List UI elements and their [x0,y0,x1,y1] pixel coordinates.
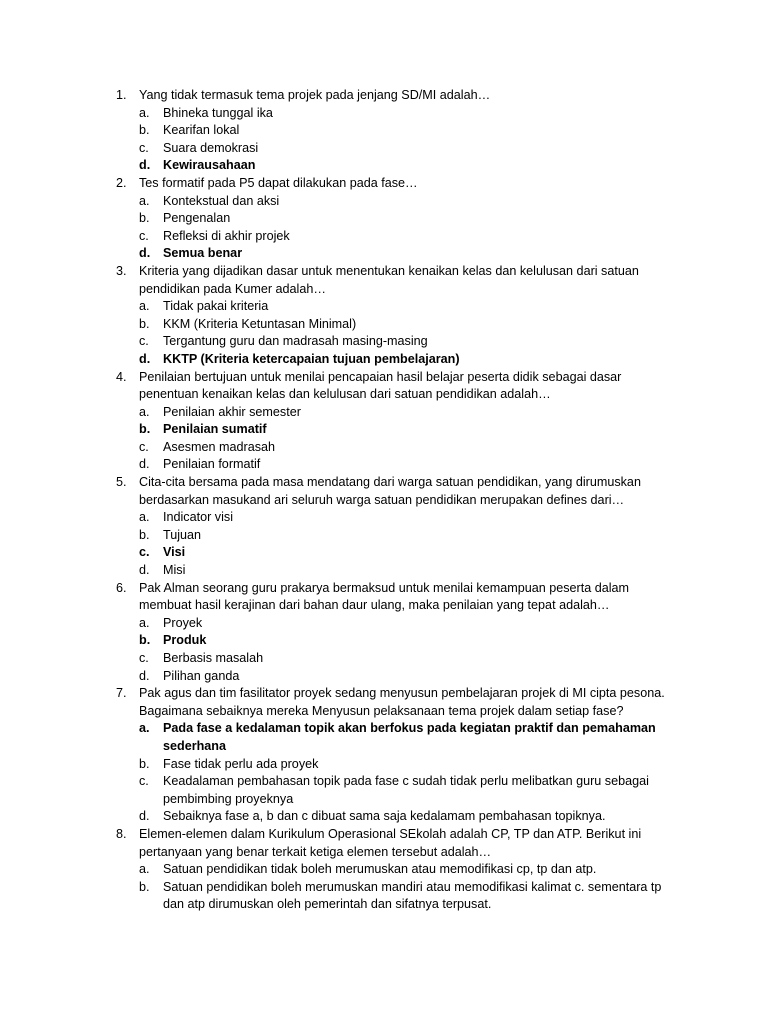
option-letter: d. [139,809,150,824]
option-item-correct [139,245,676,263]
question-text: Tes formatif pada P5 dapat dilakukan pada fase… [139,175,418,190]
option-text: Tergantung guru dan madrasah masing-masing [163,334,428,349]
option-letter: c. [139,774,149,789]
question-text: Yang tidak termasuk tema projek pada jenjang SD/MI adalah… [139,88,491,102]
option-item-correct [139,421,676,439]
option-text: Pada fase a kedalaman topik akan berfokus pada kegiatan praktif dan pemahaman sederhana [163,721,656,753]
option-letter: b. [139,316,150,331]
option-letter: c. [139,334,149,349]
option-item [139,193,676,211]
option-letter: d. [139,563,150,578]
option-item [139,456,676,474]
question-text: Elemen-elemen dalam Kurikulum Operasional SEkolah adalah CP, TP dan ATP. Berikut ini pertanyaan yang benar terkait ketiga elemen tersebut adalah… [139,826,642,859]
option-text: Kewirausahaan [163,158,256,173]
option-text: Satuan pendidikan boleh merumuskan mandiri atau memodifikasi kalimat c. sementara tp dan atp dirumuskan oleh pemerintah dan sifatnya terpusat. [163,879,662,912]
option-item [139,333,676,351]
option-list [139,720,676,826]
option-item [139,122,676,140]
question-number: 2. [116,175,127,190]
question-text: Pak Alman seorang guru prakarya bermaksud untuk menilai kemampuan peserta dalam membuat hasil kerajinan dari bahan daur ulang, maka penilaian yang tepat adalah… [139,580,630,613]
option-letter: c. [139,545,150,560]
question-number: 3. [116,263,127,278]
option-letter: d. [139,351,151,366]
option-text: Berbasis masalah [163,651,264,665]
question-text: Kriteria yang dijadikan dasar untuk menentukan kenaikan kelas dan kelulusan dari satuan pendidikan pada Kumer adalah… [139,263,639,296]
option-letter: b. [139,756,150,771]
option-text: Proyek [163,615,203,630]
option-letter: d. [139,668,150,683]
option-item-correct [139,632,676,650]
option-text: Fase tidak perlu ada proyek [163,756,319,771]
option-item [139,228,676,246]
option-text: Tidak pakai kriteria [163,299,269,314]
question-text: Penilaian bertujuan untuk menilai pencapaian hasil belajar peserta didik sebagai dasar penentuan kenaikan kelas dan kelulusan dari satuan pendidikan adalah… [139,369,622,402]
question-item [116,580,676,686]
option-text: Penilaian akhir semester [163,404,301,419]
option-item [139,650,676,668]
option-letter: c. [139,439,149,454]
option-item-correct [139,544,676,562]
question-text: Pak agus dan tim fasilitator proyek sedang menyusun pembelajaran projek di MI cipta pesona. Bagaimana sebaiknya mereka Menyusun pelaksanaan tema projek dalam setiap fase? [139,686,665,718]
option-item [139,105,676,123]
option-item [139,756,676,774]
option-letter: b. [139,211,150,226]
question-number: 8. [116,826,127,841]
question-list [116,87,676,914]
option-list [139,615,676,685]
question-text: Cita-cita bersama pada masa mendatang dari warga satuan pendidikan, yang dirumuskan berdasarkan masukand ari seluruh warga satuan pendidikan merupakan defines dari… [139,475,641,507]
option-item [139,527,676,545]
option-letter: a. [139,105,150,120]
option-text: Penilaian sumatif [163,422,267,437]
option-text: Semua benar [163,246,243,261]
option-text: Kontekstual dan aksi [163,193,280,208]
option-text: Visi [163,545,186,560]
option-item [139,861,676,879]
option-text: Pilihan ganda [163,668,240,683]
option-item [139,316,676,334]
option-text: KKM (Kriteria Ketuntasan Minimal) [163,316,357,331]
option-item [139,439,676,457]
option-item-correct [139,157,676,175]
option-text: Produk [163,633,207,648]
option-letter: b. [139,123,150,138]
option-text: Penilaian formatif [163,457,261,472]
option-item [139,298,676,316]
option-list [139,298,676,368]
option-list [139,861,676,914]
option-letter: d. [139,158,151,173]
option-letter: c. [139,140,149,155]
option-letter: c. [139,228,149,243]
option-item [139,615,676,633]
option-item [139,808,676,826]
option-letter: a. [139,193,150,208]
option-text: Kearifan lokal [163,123,240,138]
option-list [139,105,676,175]
option-item-correct [139,351,676,369]
option-list [139,193,676,263]
option-item [139,404,676,422]
option-letter: b. [139,527,150,542]
option-item [139,668,676,686]
option-letter: b. [139,879,150,894]
question-item [116,369,676,475]
question-item [116,826,676,914]
question-item [116,175,676,263]
option-letter: c. [139,651,149,665]
option-list [139,404,676,474]
option-text: Refleksi di akhir projek [163,228,290,243]
question-item [116,263,676,369]
option-letter: b. [139,422,151,437]
option-text: Bhineka tunggal ika [163,105,273,120]
question-item [116,87,676,175]
option-text: Indicator visi [163,510,233,525]
option-text: Sebaiknya fase a, b dan c dibuat sama saja kedalamam pembahasan topiknya. [163,809,606,824]
question-number: 1. [116,88,127,102]
option-list [139,509,676,579]
option-letter: a. [139,721,150,736]
option-item [139,879,676,914]
option-letter: a. [139,299,150,314]
question-number: 4. [116,369,127,384]
question-item [116,474,676,580]
option-text: Pengenalan [163,211,231,226]
option-item [139,509,676,527]
option-item [139,562,676,580]
option-letter: a. [139,404,150,419]
option-text: Keadalaman pembahasan topik pada fase c sudah tidak perlu melibatkan guru sebagai pembimbing proyeknya [163,774,649,806]
option-text: Suara demokrasi [163,140,259,155]
option-text: KKTP (Kriteria ketercapaian tujuan pembelajaran) [163,351,460,366]
question-number: 7. [116,686,127,701]
option-letter: d. [139,457,150,472]
option-letter: d. [139,246,151,261]
option-letter: a. [139,615,150,630]
option-letter: a. [139,510,150,525]
option-item [139,210,676,228]
option-text: Tujuan [163,527,202,542]
option-text: Asesmen madrasah [163,439,275,454]
option-item [139,773,676,808]
option-letter: a. [139,862,150,877]
option-item [139,140,676,158]
option-item-correct [139,720,676,755]
option-letter: b. [139,633,151,648]
question-number: 6. [116,580,127,595]
option-text: Misi [163,563,186,578]
question-item [116,685,676,826]
question-number: 5. [116,475,127,490]
option-text: Satuan pendidikan tidak boleh merumuskan atau memodifikasi cp, tp dan atp. [163,862,597,877]
